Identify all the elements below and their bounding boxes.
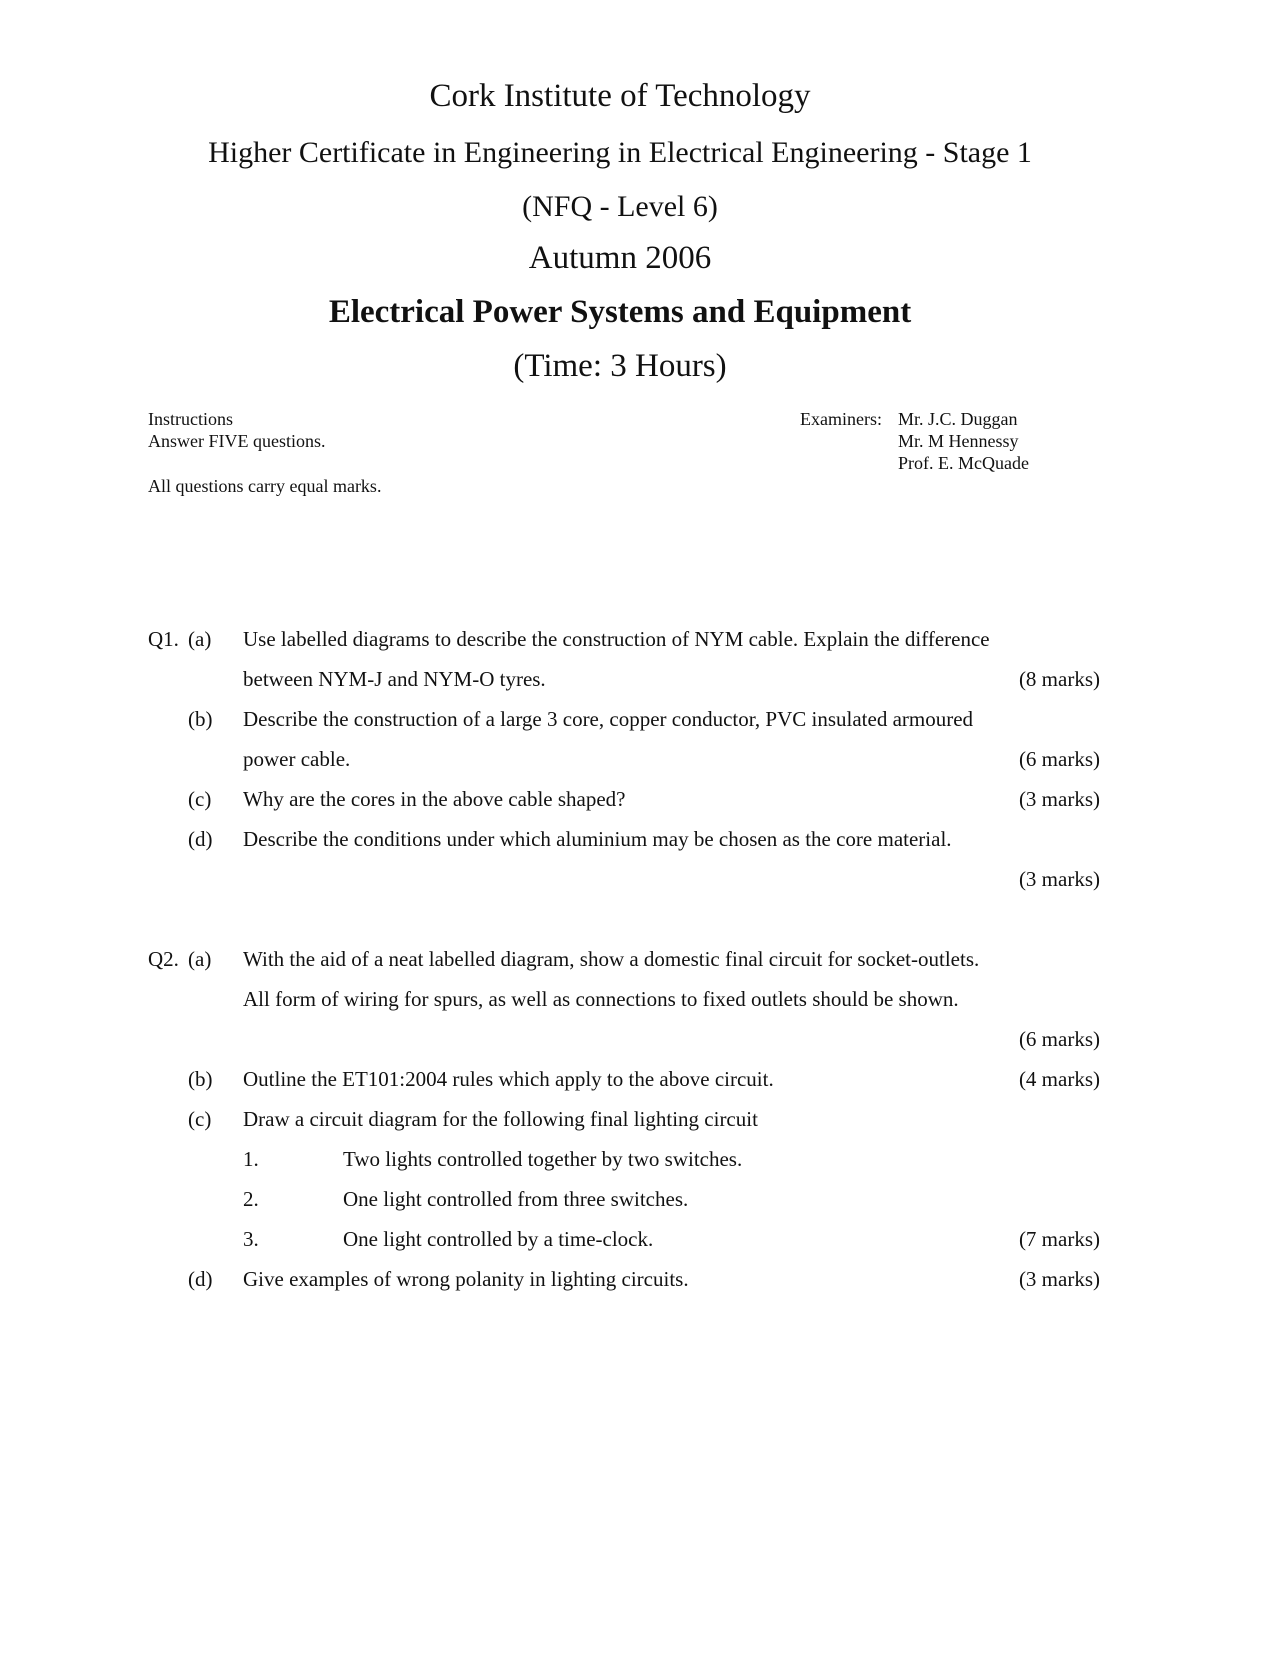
part-label: (a): [188, 947, 212, 971]
question-2c-item-3: [0, 1220, 1280, 1259]
certificate-title: Higher Certificate in Engineering in Electrical Engineering - Stage 1: [208, 136, 1032, 169]
subject-title: Electrical Power Systems and Equipment: [328, 294, 912, 330]
part-label: (d): [188, 1267, 213, 1291]
question-2c-item-1: [0, 1140, 1280, 1179]
nfq-level: (NFQ - Level 6): [522, 190, 718, 223]
question-text: Describe the conditions under which aluminium may be chosen as the core material.: [243, 827, 952, 851]
question-number: Q2.: [148, 947, 179, 971]
sub-item-text: One light controlled by a time-clock.: [343, 1227, 654, 1251]
part-label: (a): [188, 627, 212, 651]
marks: (7 marks): [1018, 1227, 1100, 1251]
question-2c: [0, 1100, 1280, 1139]
question-text: between NYM-J and NYM-O tyres.: [243, 667, 546, 691]
instructions-line-1: Answer FIVE questions.: [148, 431, 326, 451]
instructions-block: [148, 408, 381, 497]
part-label: (d): [188, 827, 213, 851]
exam-session: Autumn 2006: [528, 240, 712, 276]
examiner-name: Mr. M Hennessy: [898, 431, 1019, 451]
question-text: power cable.: [243, 747, 351, 771]
sub-item-text: Two lights controlled together by two switches.: [343, 1147, 743, 1171]
part-label: (b): [188, 1067, 213, 1091]
marks: (4 marks): [1018, 1067, 1100, 1091]
question-1d-marks: [0, 860, 1280, 899]
question-1d: [0, 820, 1280, 859]
question-2a-line-2: [0, 980, 1280, 1019]
question-1a-line-2: [0, 660, 1280, 699]
part-label: (c): [188, 787, 212, 811]
question-2b: [0, 1060, 1280, 1099]
examiners-label: Examiners:: [800, 409, 882, 429]
marks: (6 marks): [1018, 1027, 1100, 1051]
marks: (3 marks): [1018, 867, 1100, 891]
question-text: Why are the cores in the above cable shaped?: [243, 787, 626, 811]
examiner-name: Mr. J.C. Duggan: [898, 409, 1018, 429]
question-2a-line-1: [0, 940, 1280, 979]
question-text: With the aid of a neat labelled diagram, show a domestic final circuit for socket-outlets.: [243, 947, 980, 971]
question-text: All form of wiring for spurs, as well as connections to fixed outlets should be shown.: [243, 987, 959, 1011]
question-1c: [0, 780, 1280, 819]
marks: (3 marks): [1018, 787, 1100, 811]
question-2a-marks: [0, 1020, 1280, 1059]
question-1b-line-2: [0, 740, 1280, 779]
question-text: Outline the ET101:2004 rules which apply to the above circuit.: [243, 1067, 774, 1091]
sub-item-number: 3.: [243, 1227, 259, 1251]
question-text: Draw a circuit diagram for the following final lighting circuit: [243, 1107, 758, 1131]
sub-item-text: One light controlled from three switches.: [343, 1187, 689, 1211]
question-1a-line-1: [0, 620, 1280, 659]
part-label: (c): [188, 1107, 212, 1131]
question-1b-line-1: [0, 700, 1280, 739]
question-text: Use labelled diagrams to describe the construction of NYM cable. Explain the difference: [243, 627, 990, 651]
sub-item-number: 1.: [243, 1147, 259, 1171]
examiners-list: [898, 408, 1029, 474]
marks: (6 marks): [1018, 747, 1100, 771]
instructions-heading: Instructions: [148, 409, 233, 429]
examiner-name: Prof. E. McQuade: [898, 453, 1029, 473]
question-number: Q1.: [148, 627, 179, 651]
sub-item-number: 2.: [243, 1187, 259, 1211]
instructions-line-2: All questions carry equal marks.: [148, 476, 382, 496]
question-text: Give examples of wrong polanity in lighting circuits.: [243, 1267, 689, 1291]
question-2c-item-2: [0, 1180, 1280, 1219]
marks: (8 marks): [1018, 667, 1100, 691]
part-label: (b): [188, 707, 213, 731]
institution-title: Cork Institute of Technology: [429, 78, 811, 114]
question-text: Describe the construction of a large 3 core, copper conductor, PVC insulated armoured: [243, 707, 974, 731]
exam-duration: (Time: 3 Hours): [513, 348, 727, 384]
question-2d: [0, 1260, 1280, 1299]
marks: (3 marks): [1018, 1267, 1100, 1291]
